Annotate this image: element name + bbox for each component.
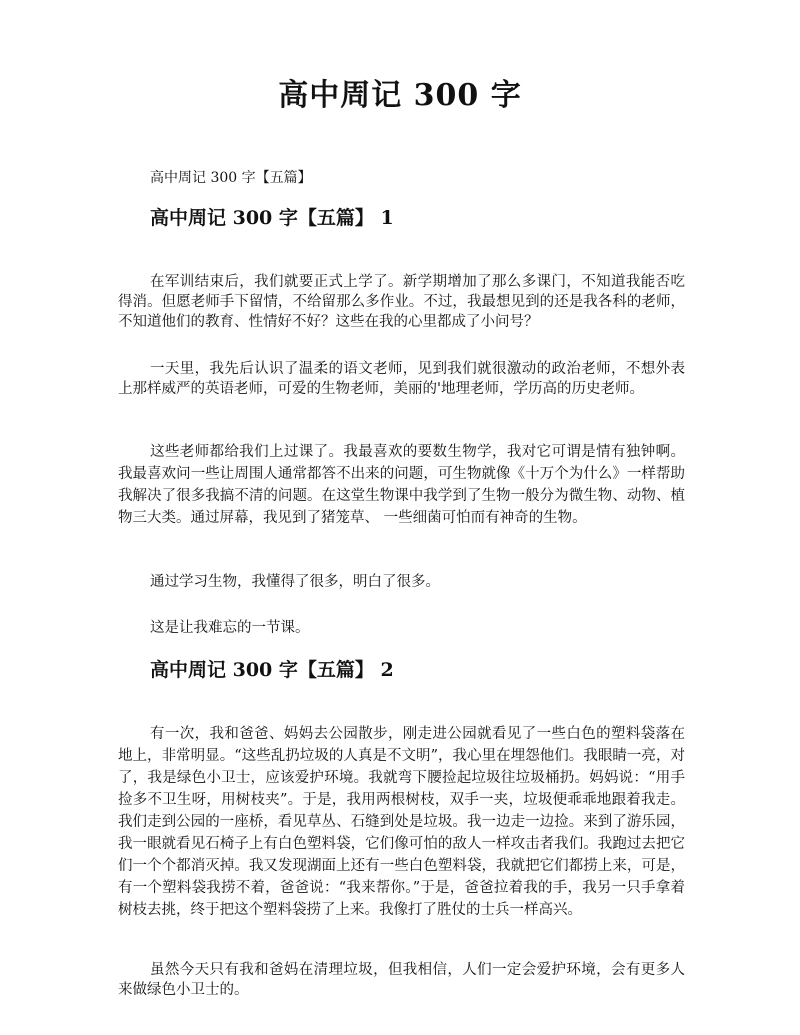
- paragraph: 有一次，我和爸爸、妈妈去公园散步，刚走进公园就看见了一些白色的塑料袋落在地上，非常明显。“这些乱扔垃圾的人真是不文明”，我心里在埋怨他们。我眼睛一亮，对了，我是绿色小卫士，应该爱护环境。我就弯下腰捡起垃圾往垃圾桶扔。妈妈说：“用手捡多不卫生呀，用树枝夹”。于是，我用两根树枝，双手一夹，垃圾便乖乖地跟着我走。我们走到公园的一座桥，看见草丛、石缝到处是垃圾。我一边走一边捡。来到了游乐园，我一眼就看见石椅子上有白色塑料袋，它们像可怕的敌人一样攻击者我们。我跑过去把它们一个个都消灭掉。我又发现湖面上还有一些白色塑料袋，我就把它们都捞上来，可是，有一个塑料袋我捞不着，爸爸说：“我来帮你。”于是，爸爸拉着我的手，我另一只手拿着树枝去挑，终于把这个塑料袋捞了上来。我像打了胜仗的士兵一样高兴。: [118, 726, 685, 918]
- paragraph: 通过学习生物，我懂得了很多，明白了很多。: [150, 574, 440, 590]
- document-subtitle: 高中周记 300 字【五篇】: [150, 170, 312, 186]
- document-title: 高中周记 300 字: [278, 78, 522, 113]
- section-heading-2: 高中周记 300 字【五篇】 2: [150, 659, 394, 681]
- section-heading-1: 高中周记 300 字【五篇】 1: [150, 207, 394, 229]
- paragraph: 这些老师都给我们上过课了。我最喜欢的要数生物学，我对它可谓是情有独钟啊。我最喜欢问一些让周围人通常都答不出来的问题，可生物就像《十万个为什么》一样帮助我解决了很多我搞不清的问题。在这堂生物课中我学到了生物一般分为微生物、动物、植物三大类。通过屏幕，我见到了猪笼草、 一些细菌可怕而有神奇的生物。: [118, 444, 685, 526]
- paragraph: 在军训结束后，我们就要正式上学了。新学期增加了那么多课门，不知道我能否吃得消。但愿老师手下留情，不给留那么多作业。不过，我最想见到的还是我各科的老师，不知道他们的教育、性情好不好？这些在我的心里都成了小问号？: [118, 274, 685, 330]
- paragraph: 这是让我难忘的一节课。: [150, 620, 310, 636]
- paragraph: 一天里，我先后认识了温柔的语文老师，见到我们就很激动的政治老师，不想外表上那样威严的英语老师，可爱的生物老师，美丽的'地理老师，学历高的历史老师。: [118, 361, 685, 397]
- paragraph: 虽然今天只有我和爸妈在清理垃圾，但我相信，人们一定会爱护环境，会有更多人来做绿色小卫士的。: [118, 962, 685, 998]
